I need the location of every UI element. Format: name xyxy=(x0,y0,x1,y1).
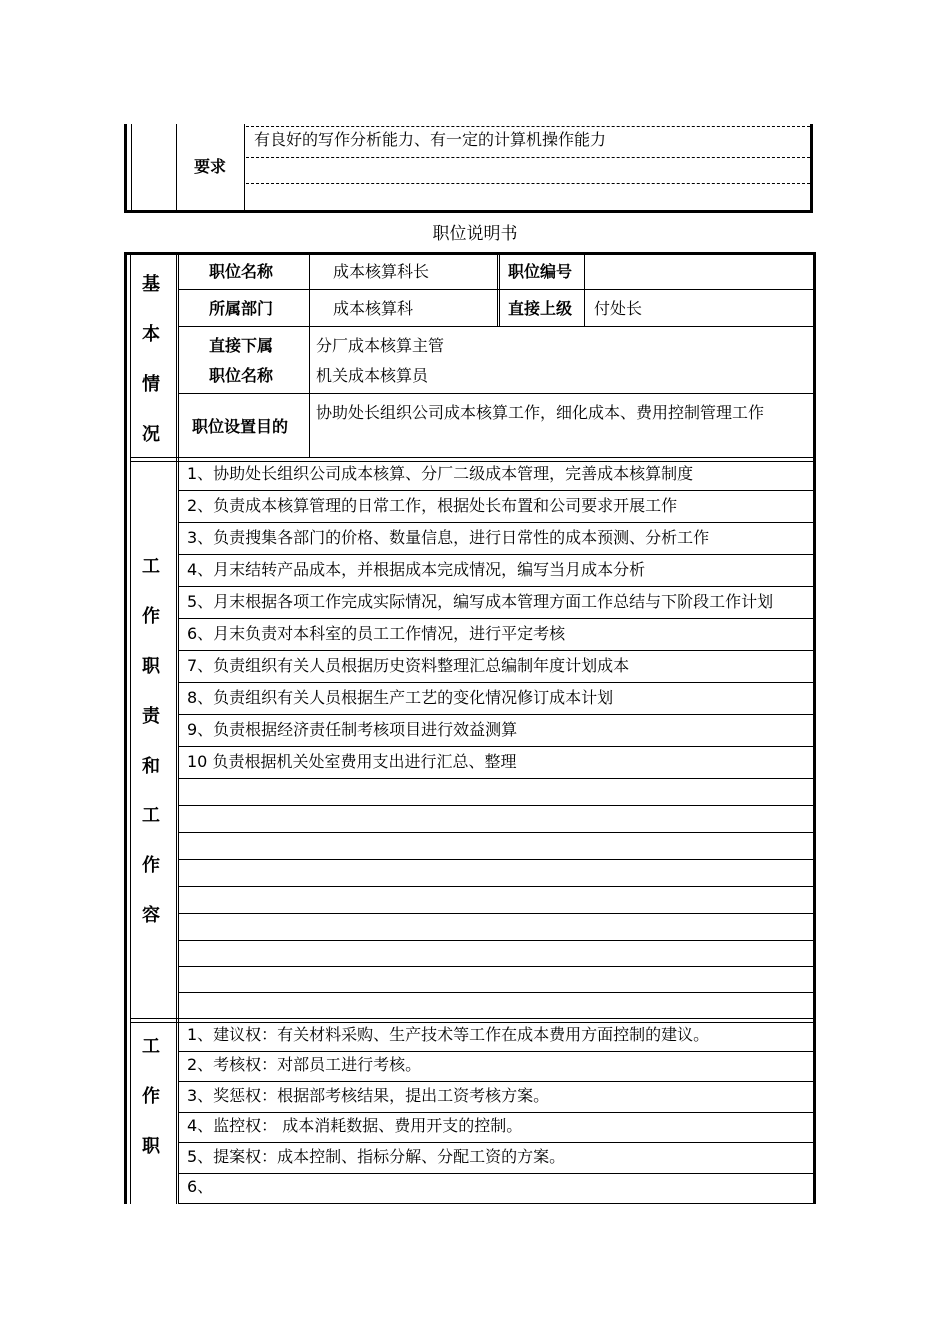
duty-item: 9、负责根据经济责任制考核项目进行效益测算 xyxy=(187,720,518,739)
duties-side-char: 责 xyxy=(142,706,160,727)
department-value: 成本核算科 xyxy=(333,299,414,318)
purpose-label: 职位设置目的 xyxy=(192,417,289,436)
authority-item: 5、提案权：成本控制、指标分解、分配工资的方案。 xyxy=(187,1147,566,1166)
position-name-value: 成本核算科长 xyxy=(333,262,430,281)
authority-item: 2、考核权：对部员工进行考核。 xyxy=(187,1055,422,1074)
subordinate-label: 职位名称 xyxy=(209,366,274,385)
authority-side-char: 工 xyxy=(142,1036,160,1057)
duty-item: 3、负责搜集各部门的价格、数量信息，进行日常性的成本预测、分析工作 xyxy=(187,528,710,547)
position-name-label: 职位名称 xyxy=(209,262,274,281)
duty-item: 10 负责根据机关处室费用支出进行汇总、整理 xyxy=(187,752,517,771)
authority-item: 6、 xyxy=(187,1177,214,1196)
duty-item: 1、协助处长组织公司成本核算、分厂二级成本管理，完善成本核算制度 xyxy=(187,464,694,483)
authority-side-char: 作 xyxy=(142,1086,160,1107)
duties-side-char: 容 xyxy=(142,905,160,926)
duties-side-char: 作 xyxy=(142,606,160,627)
authority-item: 3、奖惩权：根据部考核结果，提出工资考核方案。 xyxy=(187,1086,550,1105)
subordinate-label: 直接下属 xyxy=(209,336,274,355)
subordinate-value: 分厂成本核算主管 xyxy=(316,336,445,355)
duty-item: 6、月末负责对本科室的员工工作情况，进行平定考核 xyxy=(187,624,566,643)
duties-side-char: 职 xyxy=(142,656,160,677)
duty-item: 2、负责成本核算管理的日常工作，根据处长布置和公司要求开展工作 xyxy=(187,496,678,515)
duties-side-char: 工 xyxy=(142,805,160,826)
requirement-line-1: 有良好的写作分析能力、有一定的计算机操作能力 xyxy=(254,130,607,149)
purpose-value: 协助处长组织公司成本核算工作，细化成本、费用控制管理工作 xyxy=(316,403,765,422)
requirement-label: 要求 xyxy=(194,157,227,176)
basic-side-char: 基 xyxy=(142,274,160,295)
authority-side-char: 职 xyxy=(142,1136,160,1157)
document-title: 职位说明书 xyxy=(432,224,518,244)
superior-label: 直接上级 xyxy=(508,299,573,318)
authority-item: 1、建议权：有关材料采购、生产技术等工作在成本费用方面控制的建议。 xyxy=(187,1025,710,1044)
basic-side-char: 况 xyxy=(142,424,160,445)
duty-item: 8、负责组织有关人员根据生产工艺的变化情况修订成本计划 xyxy=(187,688,614,707)
department-label: 所属部门 xyxy=(209,299,274,318)
basic-side-char: 情 xyxy=(142,374,160,395)
duties-side-char: 作 xyxy=(142,855,160,876)
duty-item: 7、负责组织有关人员根据历史资料整理汇总编制年度计划成本 xyxy=(187,656,630,675)
authority-item: 4、监控权： 成本消耗数据、费用开支的控制。 xyxy=(187,1116,523,1135)
duties-side-char: 工 xyxy=(142,556,160,577)
duty-item: 5、月末根据各项工作完成实际情况，编写成本管理方面工作总结与下阶段工作计划 xyxy=(187,592,774,611)
duty-item: 4、月末结转产品成本，并根据成本完成情况，编写当月成本分析 xyxy=(187,560,646,579)
basic-side-char: 本 xyxy=(142,324,160,345)
superior-value: 付处长 xyxy=(594,299,643,318)
subordinate-value: 机关成本核算员 xyxy=(316,366,429,385)
position-no-label: 职位编号 xyxy=(508,262,573,281)
duties-side-char: 和 xyxy=(142,756,160,777)
